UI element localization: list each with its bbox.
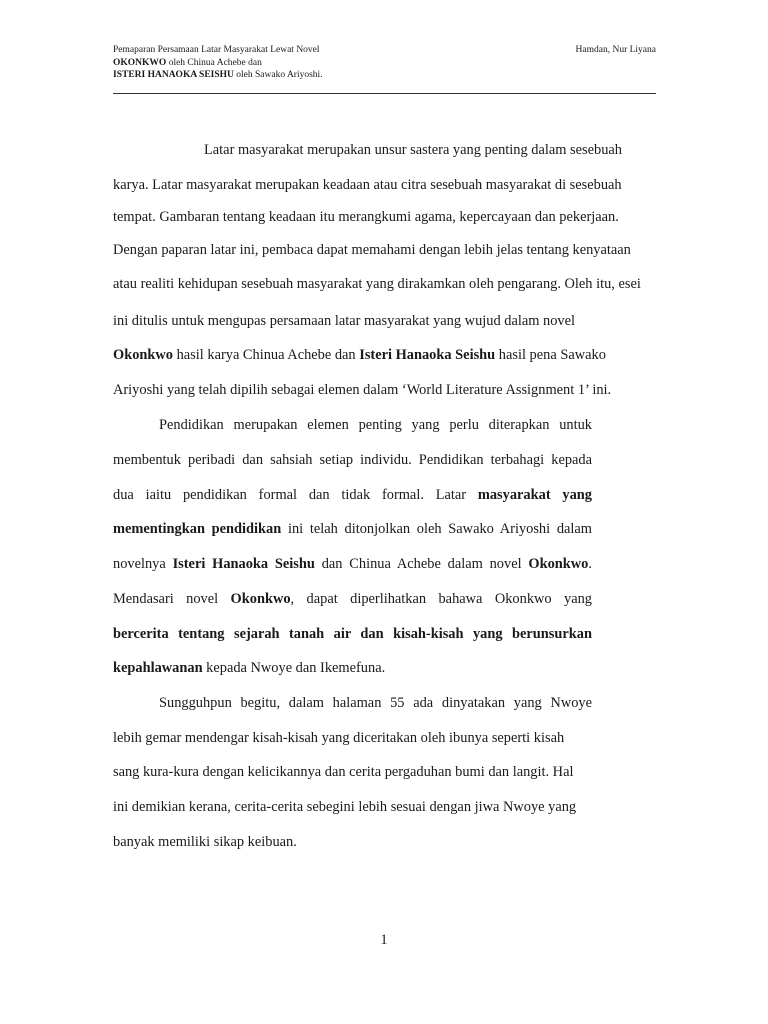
text-run: . [588,556,592,572]
text-line [113,729,564,747]
text-run: ini telah ditonjolkan oleh Sawako Ariyoshi dalam [281,521,592,537]
text-run: karya. Latar masyarakat merupakan keadaan atau citra sesebuah masyarakat di sesebuah [113,177,622,193]
text-run: sang kura-kura dengan kelicikannya dan cerita pergaduhan bumi dan langit. Hal [113,764,574,780]
text-line [113,798,576,816]
bold-text: bercerita tentang sejarah tanah air dan kisah-kisah yang berunsurkan [113,626,592,642]
text-line [113,763,573,781]
text-run: Pendidikan merupakan elemen penting yang perlu diterapkan untuk [159,417,592,433]
text-run: Latar masyarakat merupakan unsur sastera yang penting dalam sesebuah [204,142,622,158]
text-run: hasil karya Chinua Achebe dan [173,347,360,363]
text-line [113,275,641,293]
text-line [113,520,592,538]
text-run: membentuk peribadi dan sahsiah setiap individu. Pendidikan terbahagi kepada [113,452,592,468]
text-line [113,176,622,194]
header-novel-author-1: oleh Chinua Achebe dan [166,57,262,68]
text-run: banyak memiliki sikap keibuan. [113,834,297,850]
bold-text: kepahlawanan [113,660,203,676]
text-line [113,590,592,608]
text-run: dan Chinua Achebe dalam novel [314,556,529,572]
text-line [113,381,611,399]
text-line [204,141,622,159]
text-run: novelnya [113,556,173,572]
text-run: lebih gemar mendengar kisah-kisah yang diceritakan oleh ibunya seperti kisah [113,730,565,746]
text-run: Sungguhpun begitu, dalam halaman 55 ada dinyatakan yang Nwoye [159,695,592,711]
text-run: Dengan paparan latar ini, pembaca dapat memahami dengan lebih jelas tentang kenyataan [113,242,631,258]
bold-text: Okonkwo [113,347,173,363]
text-run: Mendasari novel [113,591,231,607]
text-line [113,625,592,643]
header-divider [113,93,656,94]
header-novel-author-2: oleh Sawako Ariyoshi. [233,70,323,80]
text-line [159,416,592,434]
text-run: ini demikian kerana, cerita-cerita sebegini lebih sesuai dengan jiwa Nwoye yang [113,799,577,815]
bold-text: mementingkan pendidikan [113,521,282,537]
text-run: Ariyoshi yang telah dipilih sebagai elemen dalam ‘World Literature Assignment 1’ ini. [113,382,612,398]
text-run: ini ditulis untuk mengupas persamaan latar masyarakat yang wujud dalam novel [113,313,575,329]
header-author: Hamdan, Nur Liyana [575,45,656,55]
text-line [113,555,592,573]
bold-text: Okonkwo [528,556,589,572]
bold-text: Okonkwo [230,591,291,607]
text-line [113,451,592,469]
text-line [113,312,575,330]
text-line [113,659,385,677]
page-number: 1 [380,932,388,948]
bold-text: masyarakat yang [477,487,592,503]
text-run: hasil pena Sawako [495,347,606,363]
text-run: , dapat diperlihatkan bahawa Okonkwo yang [290,591,592,607]
text-run: dua iaitu pendidikan formal dan tidak formal. Latar [113,487,478,503]
page-header [113,44,656,82]
text-line [113,346,606,364]
header-novel-title-2: ISTERI HANAOKA SEISHU [113,70,234,80]
header-essay-title: Pemaparan Persamaan Latar Masyarakat Lewat Novel [113,45,320,55]
text-line [113,241,631,259]
text-line [113,833,297,851]
text-line [113,208,619,226]
text-line [159,694,592,712]
bold-text: Isteri Hanaoka Seishu [359,347,496,363]
text-run: atau realiti kehidupan sesebuah masyarakat yang dirakamkan oleh pengarang. Oleh itu, esei [113,276,641,292]
bold-text: Isteri Hanaoka Seishu [172,556,315,572]
header-novel-title-1: OKONKWO [113,57,167,68]
text-run: kepada Nwoye dan Ikemefuna. [202,660,386,676]
text-line [113,486,592,504]
text-run: tempat. Gambaran tentang keadaan itu merangkumi agama, kepercayaan dan pekerjaan. [113,209,619,225]
